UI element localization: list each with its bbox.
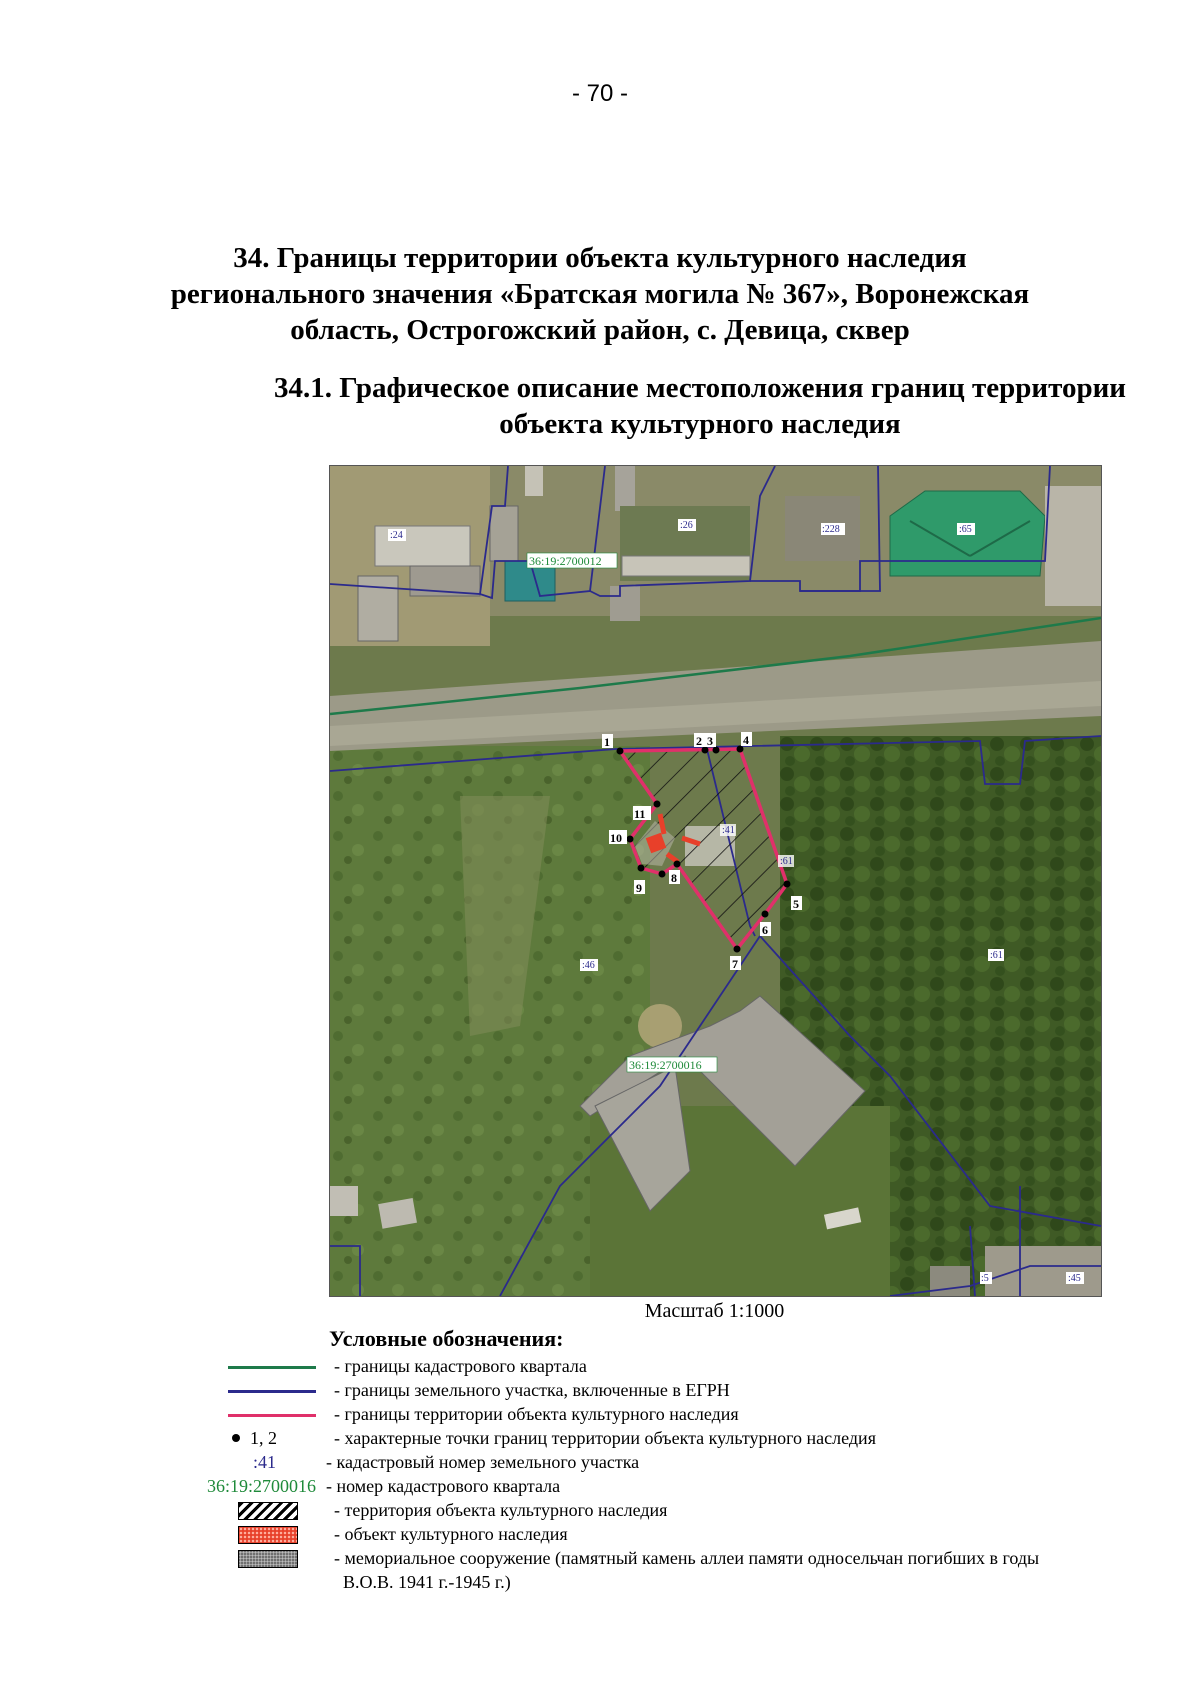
legend-text: - границы земельного участка, включенные в ЕГРН [334, 1380, 730, 1400]
legend-item [0, 1523, 1200, 1547]
hatch-box-icon [190, 1499, 320, 1523]
legend-text: - границы территории объекта культурного наследия [334, 1404, 739, 1424]
legend-item [0, 1571, 1200, 1595]
parcel-label: :228 [822, 524, 840, 535]
legend-item [0, 1379, 1200, 1403]
point-label: 11 [634, 807, 646, 821]
point-symbol-text: 1, 2 [250, 1428, 277, 1448]
legend-text: - кадастровый номер земельного участка [326, 1452, 640, 1472]
pink-line-icon [190, 1403, 320, 1427]
legend-item [0, 1403, 1200, 1427]
heading-line: 34.1. Графическое описание местоположения границ территории [274, 372, 1126, 404]
page-number: - 70 - [571, 80, 628, 107]
point-label: 7 [732, 957, 738, 971]
parcel-symbol-text: :41 [252, 1452, 276, 1472]
point-label: 1 [604, 735, 610, 749]
legend-text: - объект культурного наследия [334, 1524, 568, 1544]
legend-text: - номер кадастрового квартала [326, 1476, 561, 1496]
blue-line-icon [190, 1379, 320, 1403]
legend-item [0, 1499, 1200, 1523]
parcel-label: :41 [722, 825, 735, 836]
legend-title: Условные обозначения: [329, 1326, 564, 1351]
point-label: 6 [762, 923, 768, 937]
heading-line: область, Острогожский район, с. Девица, сквер [290, 314, 910, 346]
parcel-label: :5 [981, 1273, 989, 1284]
parcel-label: :61 [780, 856, 793, 867]
point-label: 9 [636, 881, 642, 895]
parcel-label: :46 [582, 960, 595, 971]
parcel-label: :26 [680, 520, 693, 531]
parcel-label: :61 [990, 950, 1003, 961]
point-label: 3 [707, 734, 713, 748]
map-scale: Масштаб 1:1000 [644, 1300, 785, 1322]
heading-line: регионального значения «Братская могила № 367», Воронежская [170, 278, 1030, 310]
point-label: 10 [610, 831, 622, 845]
legend-item [0, 1427, 1200, 1451]
heading-line: объекта культурного наследия [499, 408, 901, 440]
legend-item [0, 1451, 1200, 1475]
legend-text: - характерные точки границ территории объекта культурного наследия [334, 1428, 876, 1448]
legend-text: - мемориальное сооружение (памятный камень аллеи памяти односельчан погибших в годы [334, 1548, 1040, 1568]
parcel-label: :65 [959, 524, 972, 535]
legend-text: В.О.В. 1941 г.-1945 г.) [343, 1572, 511, 1592]
quarter-label: 36:19:2700016 [629, 1058, 702, 1072]
heading-line: 34. Границы территории объекта культурного наследия [233, 242, 967, 274]
legend-item [0, 1547, 1200, 1571]
quarter-number-symbol [190, 1475, 320, 1499]
legend-item [0, 1355, 1200, 1379]
section-heading-34-1 [260, 370, 1140, 442]
legend-text: - территория объекта культурного наследия [334, 1500, 668, 1520]
point-label: 8 [671, 871, 677, 885]
parcel-number-symbol [190, 1451, 320, 1475]
quarter-symbol-text: 36:19:2700016 [206, 1476, 316, 1496]
point-label: 4 [743, 733, 749, 747]
parcel-label: :24 [390, 530, 403, 541]
legend-text: - границы кадастрового квартала [334, 1356, 587, 1376]
point-label: 2 [696, 734, 702, 748]
section-heading-34 [150, 240, 1050, 348]
gray-crosshatch-box-icon [190, 1547, 320, 1571]
point-label: 5 [793, 897, 799, 911]
red-dotted-box-icon [190, 1523, 320, 1547]
point-dot-icon [232, 1434, 240, 1442]
point-symbol [190, 1427, 320, 1451]
cadastral-map [329, 465, 1102, 1297]
parcel-label: :45 [1068, 1273, 1081, 1284]
green-line-icon [190, 1355, 320, 1379]
quarter-label: 36:19:2700012 [529, 554, 602, 568]
legend-item [0, 1475, 1200, 1499]
